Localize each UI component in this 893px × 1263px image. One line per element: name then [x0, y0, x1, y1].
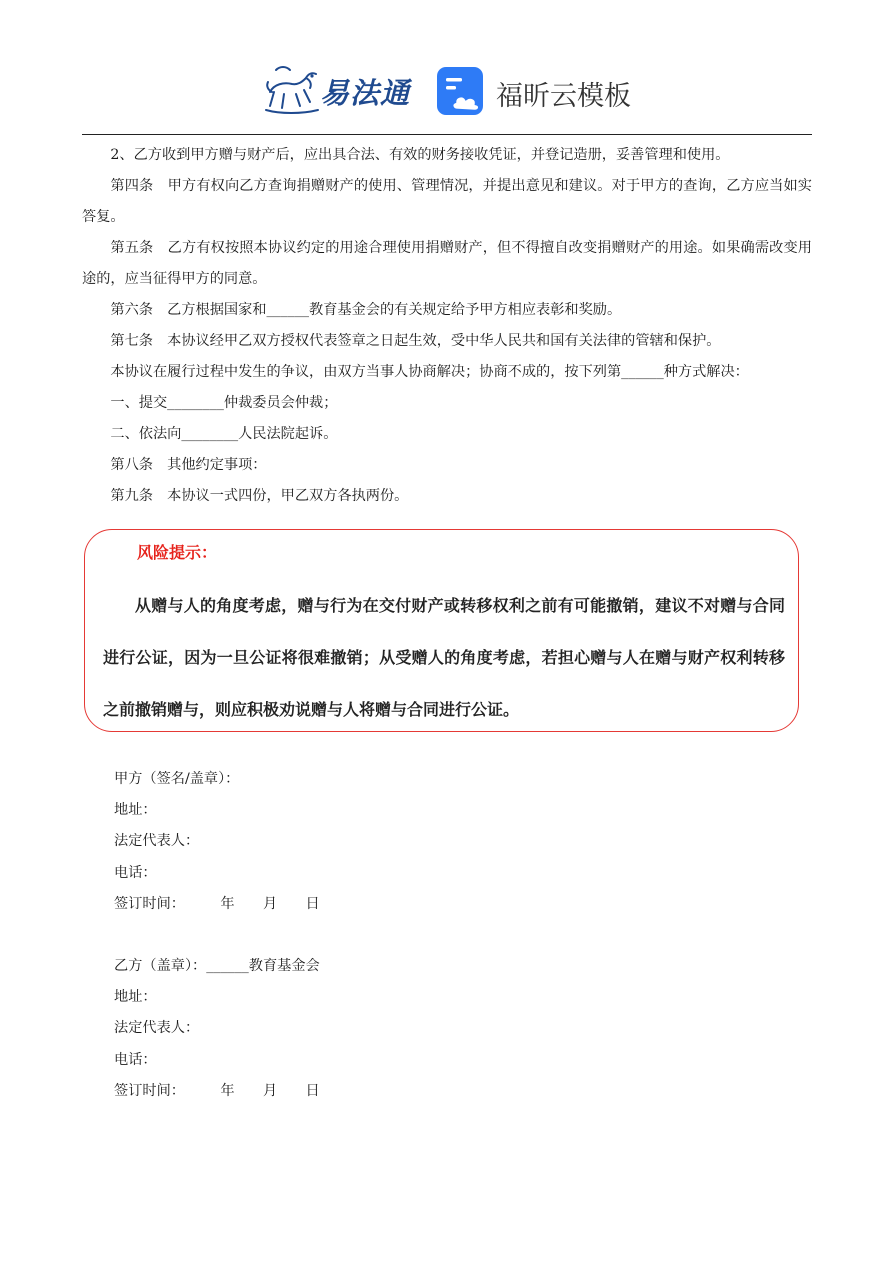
party-a-sign-date: 签订时间： 年 月 日: [114, 895, 320, 912]
dispute-option-court: 二、依法向________人民法院起诉。: [110, 426, 338, 442]
party-a-representative: 法定代表人：: [114, 833, 200, 850]
dispute-option-arbitration: 一、提交________仲裁委员会仲裁；: [110, 395, 338, 411]
risk-warning-title: 风险提示：: [137, 543, 218, 562]
contract-body: [82, 140, 812, 512]
clause-article-8: 第八条 其他约定事项：: [110, 457, 267, 473]
party-b-address: 地址：: [114, 989, 157, 1006]
party-a-address: 地址：: [114, 802, 157, 819]
clause-article-6: 第六条 乙方根据国家和______教育基金会的有关规定给予甲方相应表彰和奖励。: [110, 302, 622, 318]
fuxin-logo-text: 福昕云模板: [496, 81, 631, 112]
header-divider: [82, 134, 812, 135]
fuxin-logo: [436, 66, 656, 118]
clause-paragraph: 2、乙方收到甲方赠与财产后，应出具合法、有效的财务接收凭证，并登记造册，妥善管理和使用。: [110, 147, 730, 163]
risk-warning-text: 从赠与人的角度考虑，赠与行为在交付财产或转移权利之前有可能撤销，建议不对赠与合同进行公证，因为一旦公证将很难撤销；从受赠人的角度考虑，若担心赠与人在赠与财产权利转移之前撤销赠与，则应积极劝说赠与人将赠与合同进行公证。: [103, 596, 785, 719]
cloud-document-icon: [436, 66, 488, 118]
risk-warning-box: [84, 529, 799, 732]
clause-article-7: 第七条 本协议经甲乙双方授权代表签章之日起生效，受中华人民共和国有关法律的管辖和保护。: [110, 333, 721, 349]
party-a-name: 甲方（签名/盖章）：: [114, 771, 240, 787]
clause-article-9: 第九条 本协议一式四份，甲乙双方各执两份。: [110, 488, 409, 504]
party-b-phone: 电话：: [114, 1051, 157, 1068]
yifatong-logo-text: 易法通: [320, 76, 411, 110]
yifatong-logo: [262, 62, 422, 120]
party-b-name: 乙方（盖章）：______教育基金会: [114, 958, 320, 974]
horse-emblem-icon: [262, 62, 322, 120]
party-b-signature-block: [114, 951, 320, 1107]
clause-article-4: 第四条 甲方有权向乙方查询捐赠财产的使用、管理情况，并提出意见和建议。对于甲方的查询，乙方应当如实答复。: [82, 178, 812, 225]
dispute-resolution: 本协议在履行过程中发生的争议，由双方当事人协商解决；协商不成的，按下列第______种方式解决：: [110, 364, 749, 380]
party-b-sign-date: 签订时间： 年 月 日: [114, 1082, 320, 1099]
party-a-signature-block: [114, 764, 320, 920]
party-a-phone: 电话：: [114, 864, 157, 881]
party-b-representative: 法定代表人：: [114, 1020, 200, 1037]
clause-article-5: 第五条 乙方有权按照本协议约定的用途合理使用捐赠财产，但不得擅自改变捐赠财产的用途。如果确需改变用途的，应当征得甲方的同意。: [82, 240, 812, 287]
page-header: [0, 0, 893, 136]
